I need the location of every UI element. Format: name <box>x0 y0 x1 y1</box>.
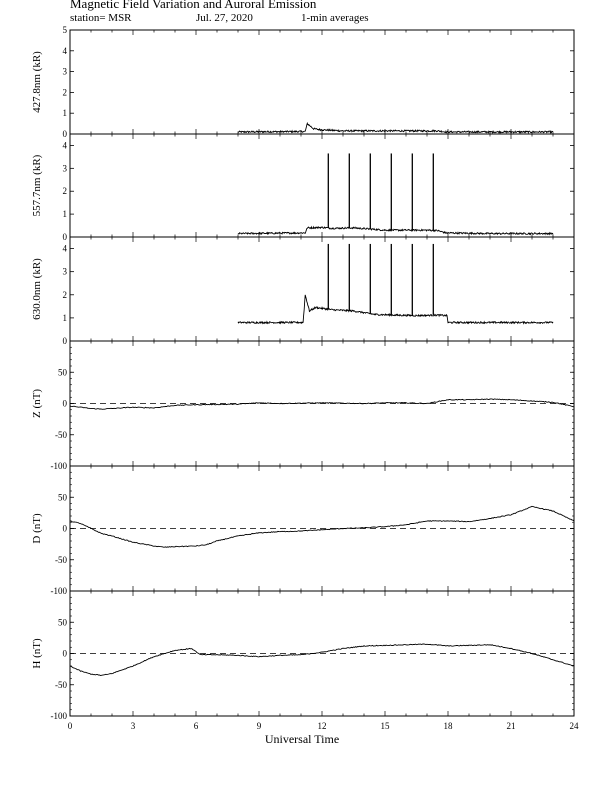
date-label: Jul. 27, 2020 <box>196 12 253 24</box>
y-axis-label: 557.7nm (kR) <box>31 154 43 217</box>
x-tick-label: 18 <box>443 721 453 731</box>
y-tick-label: 0 <box>62 129 67 139</box>
y-tick-label: 0 <box>62 336 67 346</box>
y-tick-label: 0 <box>62 398 67 409</box>
y-tick-label: 5 <box>62 25 67 35</box>
panel-5 <box>31 466 574 596</box>
y-tick-label: 2 <box>62 186 67 197</box>
y-tick-label: 50 <box>58 492 67 503</box>
y-axis-label: 427.8nm (kR) <box>31 51 43 113</box>
y-axis-label: Z (nT) <box>31 388 43 419</box>
x-tick-label: 15 <box>380 721 390 731</box>
y-tick-label: 3 <box>62 66 67 77</box>
x-tick-label: 21 <box>506 721 516 731</box>
y-axis-label: D (nT) <box>31 513 43 544</box>
y-tick-label: -50 <box>55 554 67 565</box>
x-tick-label: 12 <box>317 721 327 731</box>
y-tick-label: -50 <box>55 679 67 690</box>
series-line <box>70 399 574 409</box>
y-axis-label: H (nT) <box>31 638 43 669</box>
y-tick-label: 4 <box>62 140 67 151</box>
y-tick-label: -100 <box>50 586 67 596</box>
series-line <box>70 506 574 547</box>
y-tick-label: 3 <box>62 163 67 174</box>
x-tick-label: 24 <box>569 721 579 731</box>
y-tick-label: 2 <box>62 87 67 98</box>
x-tick-label: 3 <box>130 721 136 731</box>
y-tick-label: 50 <box>58 617 67 628</box>
y-axis-label: 630.0nm (kR) <box>31 258 43 320</box>
series-line <box>238 227 553 235</box>
figure-title: Magnetic Field Variation and Auroral Emission <box>70 0 317 11</box>
y-tick-label: 1 <box>62 312 67 323</box>
y-tick-label: 4 <box>62 45 67 56</box>
y-tick-label: 50 <box>58 367 67 378</box>
y-tick-label: -50 <box>55 429 67 440</box>
y-tick-label: -100 <box>50 711 67 721</box>
panel-6 <box>31 591 574 721</box>
y-tick-label: 0 <box>62 523 67 534</box>
panel-frame <box>70 30 574 134</box>
averaging-label: 1-min averages <box>301 12 369 24</box>
y-tick-label: 1 <box>62 209 67 220</box>
panel-frame <box>70 134 574 237</box>
series-line <box>238 123 553 132</box>
panel-3 <box>31 237 574 346</box>
panel-frame <box>70 237 574 341</box>
panel-1 <box>31 25 574 139</box>
y-tick-label: 3 <box>62 266 67 277</box>
station-label: station= MSR <box>70 12 132 24</box>
x-axis-label: Universal Time <box>264 732 340 746</box>
y-tick-label: 1 <box>62 108 67 119</box>
panel-4 <box>31 341 574 471</box>
x-tick-label: 0 <box>67 721 73 731</box>
series-line <box>238 295 553 323</box>
y-tick-label: 0 <box>62 232 67 242</box>
x-tick-label: 6 <box>193 721 199 731</box>
y-tick-label: 4 <box>62 243 67 254</box>
y-tick-label: 0 <box>62 648 67 659</box>
series-line <box>70 644 574 676</box>
x-tick-label: 9 <box>256 721 262 731</box>
panel-2 <box>31 134 574 242</box>
y-tick-label: -100 <box>50 461 67 471</box>
y-tick-label: 2 <box>62 289 67 300</box>
